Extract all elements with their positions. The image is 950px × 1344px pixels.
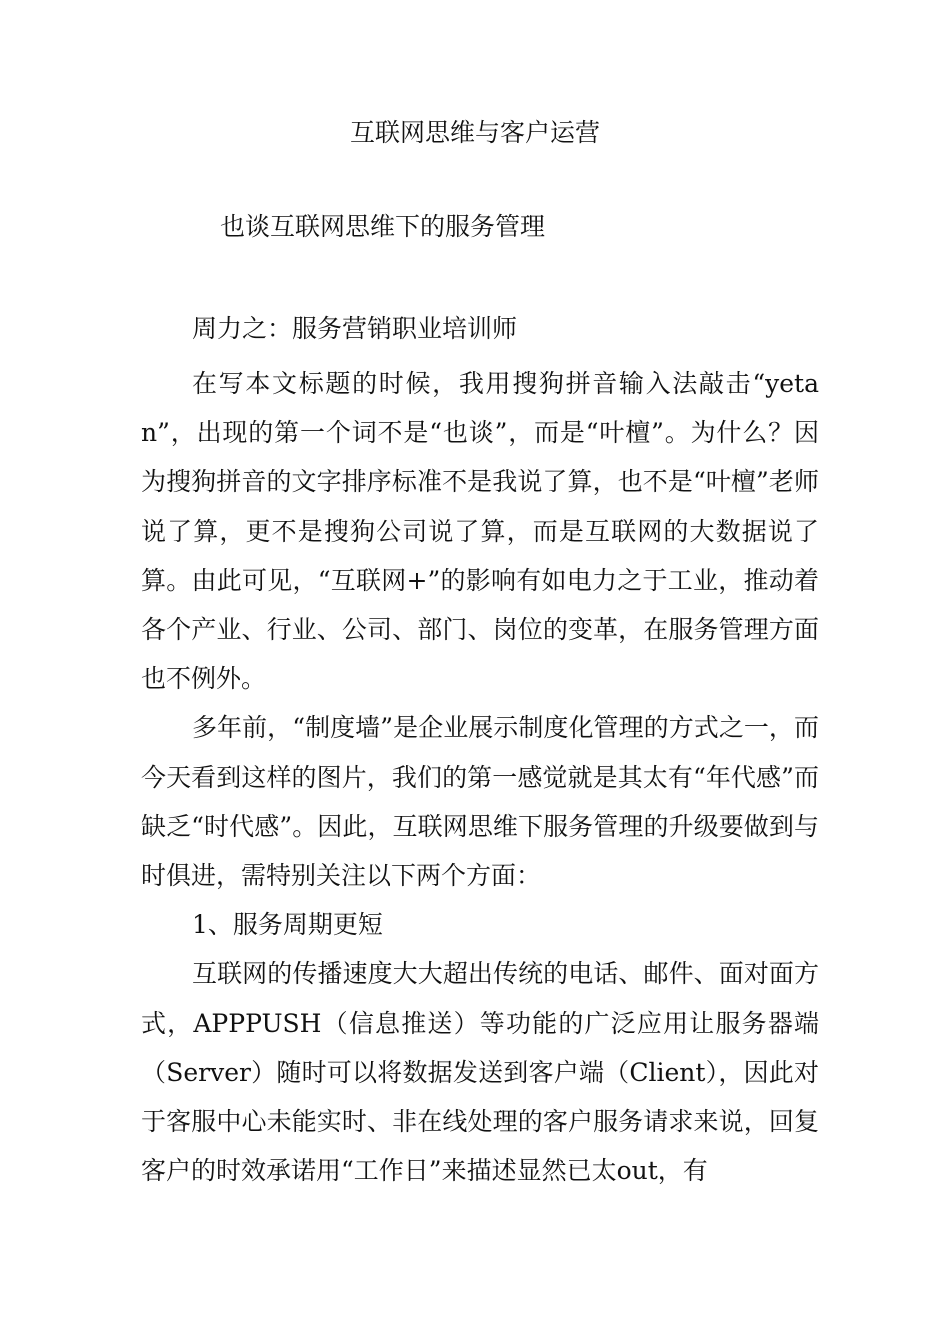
- author-line: 周力之：服务营销职业培训师: [192, 314, 518, 343]
- paragraph-service-cycle: 互联网的传播速度大大超出传统的电话、邮件、面对面方式，APPPUSH（信息推送）等功能的广泛应用让服务器端（Server）随时可以将数据发送到客户端（Client），因此对于客服中心未能实时、非在线处理的客户服务请求来说，回复客户的时效承诺用“工作日”来描述显然已太out，有: [141, 959, 819, 1186]
- section-heading: 1、服务周期更短: [192, 910, 383, 940]
- document-body: [141, 359, 819, 1195]
- paragraph-intro: 在写本文标题的时候，我用搜狗拼音输入法敲击“yetan”，出现的第一个词不是“也谈”，而是“叶檀”。为什么？因为搜狗拼音的文字排序标准不是我说了算，也不是“叶檀”老师说了算，更不是搜狗公司说了算，而是互联网的大数据说了算。由此可见，“互联网+”的影响有如电力之于工业，推动着各个产业、行业、公司、部门、岗位的变革，在服务管理方面也不例外。: [141, 369, 819, 694]
- document-title: 互联网思维与客户运营: [349, 118, 600, 147]
- paragraph-wall: 多年前，“制度墙”是企业展示制度化管理的方式之一，而今天看到这样的图片，我们的第一感觉就是其太有“年代感”而缺乏“时代感”。因此，互联网思维下服务管理的升级要做到与时俱进，需特别关注以下两个方面：: [141, 713, 819, 891]
- document-subtitle: 也谈互联网思维下的服务管理: [220, 212, 546, 241]
